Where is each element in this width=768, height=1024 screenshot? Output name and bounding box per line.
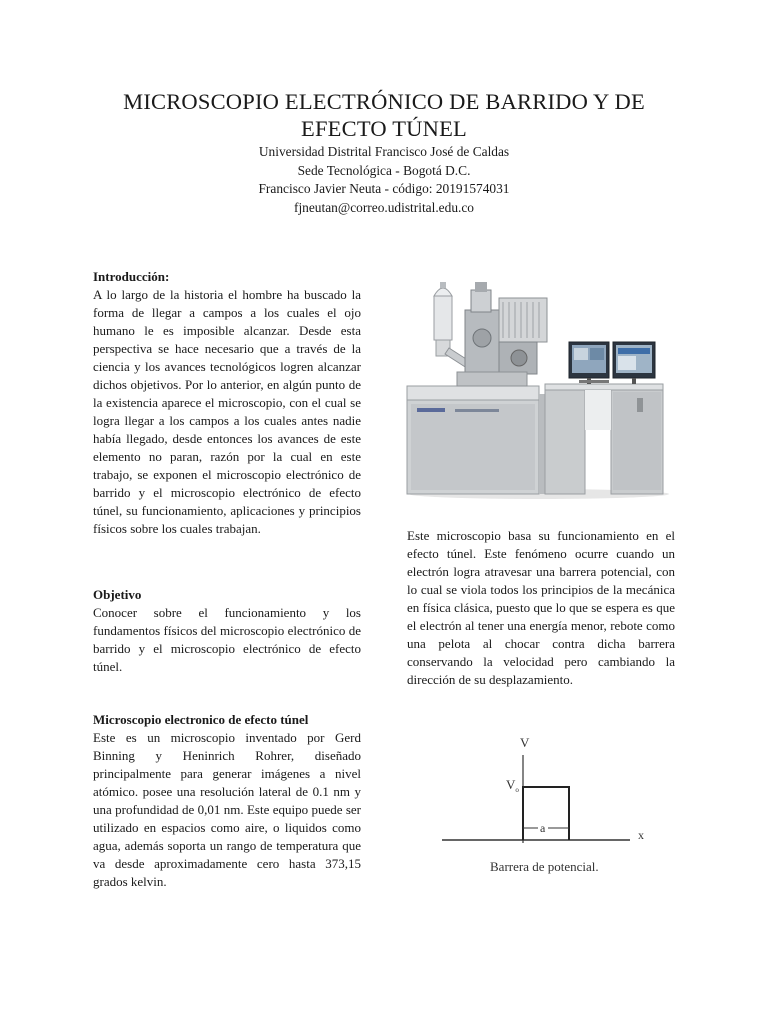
potential-barrier-diagram (430, 725, 660, 890)
campus: Sede Tecnológica - Bogotá D.C. (297, 162, 471, 178)
section-heading: Microscopio electronico de efecto túnel (93, 712, 309, 727)
title-line-1: MICROSCOPIO ELECTRÓNICO DE BARRIDO Y DE (123, 89, 645, 114)
title-line-2: EFECTO TÚNEL (301, 116, 467, 141)
section-right-text (407, 527, 675, 689)
section-introduccion (93, 268, 361, 538)
section-body: Conocer sobre el funcionamiento y los fundamentos físicos del microscopio electrónico de barrido y el microscopio electrónico de efecto túnel. (93, 605, 361, 674)
section-body: Este microscopio basa su funcionamiento en el efecto túnel. Este fenómeno ocurre cuando un electrón logra atravesar una barrera potencial, con lo cual se viola todos los principios de la mecánica en física clásica, puesto que lo que se espera es que el electrón al tener una energía menor, rebote como una pelota al chocar contra dicha barrera conservando la velocidad pero cambiando la dirección de su desplazamiento. (407, 528, 675, 687)
microscope-photo (399, 268, 687, 502)
barrier-shape (523, 787, 569, 840)
section-body: A lo largo de la historia el hombre ha buscado la forma de llegar a campos a los cuales el ojo humano le es imposible alcanzar. Desde esta perspectiva se hace necesario que a través de la ciencia y los avances tecnológicos logren alcanzar dichos objetivos. Por lo anterior, en algún punto de la existencia aparece el microscopio, con el cual se logra llegar a los campos a los cuales antes nadie había llegado, desde entonces los avances de este elemento no paran, razón por la cual en este trabajo, se exponen el microscopio electrónico de barrido y el microscopio electrónico de efecto túnel, su funcionamiento, aplicaciones y principios físicos sobre los cuales trabajan. (93, 287, 361, 536)
section-heading: Introducción: (93, 269, 170, 284)
barrier-height-subscript: o (515, 786, 519, 794)
author-name: Francisco Javier Neuta - código: 20191574031 (258, 181, 510, 197)
affiliation: Universidad Distrital Francisco José de Caldas (258, 144, 510, 159)
author-block (84, 143, 684, 217)
diagram-caption: Barrera de potencial. (490, 859, 599, 874)
author-email: fjneutan@correo.udistrital.edu.co (293, 199, 475, 215)
section-heading: Objetivo (93, 587, 142, 602)
section-efecto-tunel (93, 711, 361, 891)
barrier-height-label (506, 777, 519, 794)
barrier-height-main: V (506, 777, 516, 792)
paper-title (84, 88, 684, 142)
y-axis-label: V (520, 735, 530, 750)
section-objetivo (93, 586, 361, 676)
x-axis-label: x (638, 828, 644, 842)
width-label: a (540, 821, 546, 835)
section-body: Este es un microscopio inventado por Gerd Binning y Heninrich Rohrer, diseñado principalmente para generar imágenes a nivel atómico. posee una resolución lateral de 0.1 nm y una profundidad de 0,01 nm. Este equipo puede ser utilizado en espacios como aire, o liquidos como agua, además soporta un rango de temperatura que va desde aproximadamente cero hasta 373,15 grados kelvin. (93, 730, 361, 889)
